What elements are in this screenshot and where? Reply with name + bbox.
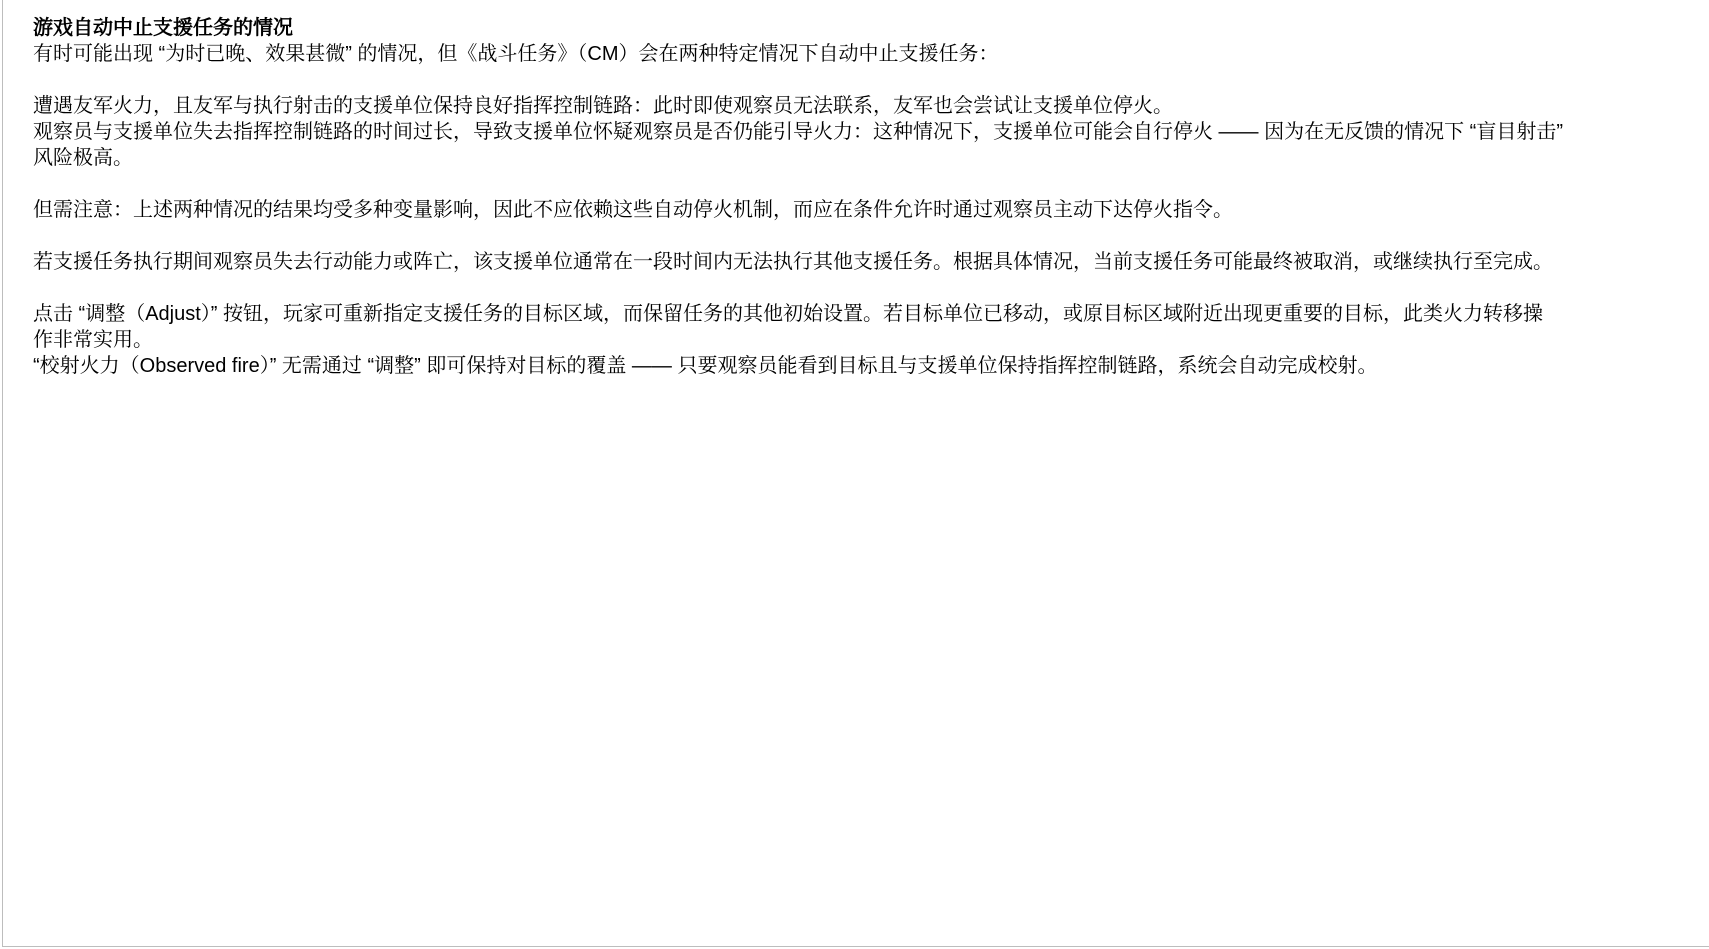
text-line: 但需注意：上述两种情况的结果均受多种变量影响，因此不应依赖这些自动停火机制，而应在条件允许时通过观察员主动下达停火指令。 <box>33 199 1233 221</box>
document-page <box>2 0 1709 947</box>
page-title: 游戏自动中止支援任务的情况 <box>33 17 293 39</box>
text-line: 点击 “调整（Adjust）” 按钮，玩家可重新指定支援任务的目标区域，而保留任务的其他初始设置。若目标单位已移动，或原目标区域附近出现更重要的目标，此类火力转移操 <box>33 303 1544 325</box>
text-line: 遭遇友军火力，且友军与执行射击的支援单位保持良好指挥控制链路：此时即使观察员无法联系，友军也会尝试让支援单位停火。 <box>33 95 1173 117</box>
text-line: 观察员与支援单位失去指挥控制链路的时间过长，导致支援单位怀疑观察员是否仍能引导火力：这种情况下，支援单位可能会自行停火 —— 因为在无反馈的情况下 “盲目射击” <box>33 121 1563 143</box>
paragraph-observer-incapacitated <box>33 249 1697 275</box>
text-line: 若支援任务执行期间观察员失去行动能力或阵亡，该支援单位通常在一段时间内无法执行其他支援任务。根据具体情况，当前支援任务可能最终被取消，或继续执行至完成。 <box>33 251 1553 273</box>
text-line: 有时可能出现 “为时已晚、效果甚微” 的情况，但《战斗任务》（CM）会在两种特定情况下自动中止支援任务： <box>33 43 999 65</box>
paragraph-intro <box>33 41 1697 67</box>
paragraph-auto-ceasefire-cases <box>33 93 1697 171</box>
paragraph-caution-note <box>33 197 1697 223</box>
text-line: “校射火力（Observed fire）” 无需通过 “调整” 即可保持对目标的覆盖 —— 只要观察员能看到目标且与支援单位保持指挥控制链路，系统会自动完成校射。 <box>33 355 1378 377</box>
paragraph-adjust-and-observed-fire <box>33 301 1697 379</box>
text-line: 风险极高。 <box>33 147 133 169</box>
text-line: 作非常实用。 <box>33 329 153 351</box>
